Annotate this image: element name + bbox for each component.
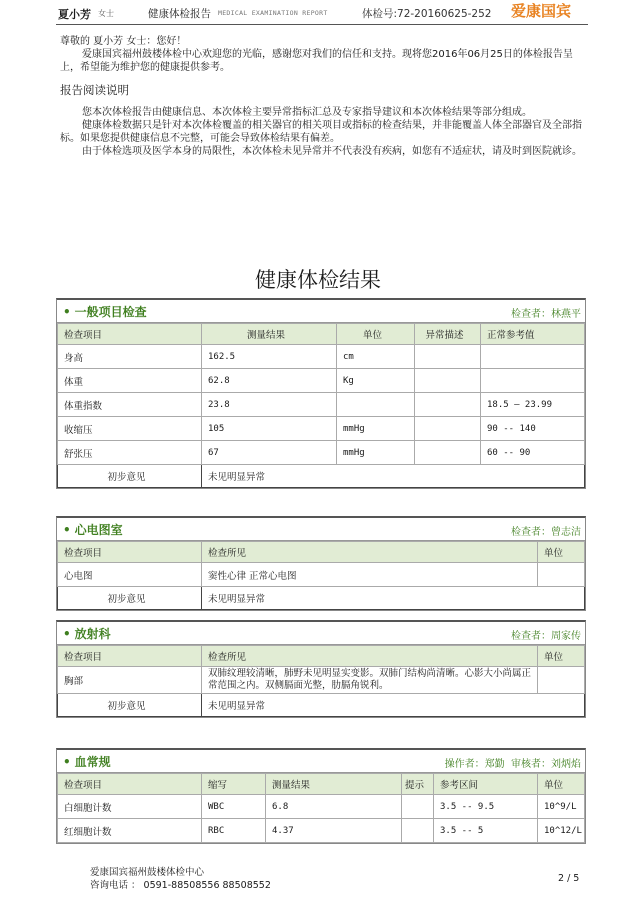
section-title: • 一般项目检查 bbox=[63, 305, 147, 319]
table-row bbox=[58, 819, 585, 843]
table-row bbox=[58, 417, 585, 441]
abbreviation: WBC bbox=[202, 795, 266, 819]
abnormal-desc bbox=[415, 393, 481, 417]
column-header: 测量结果 bbox=[266, 774, 402, 795]
reading-note: 由于体检选项及医学本身的局限性，本次体检未见异常并不代表没有疾病，如您有不适症状，请及时到医院就诊。 bbox=[82, 146, 582, 157]
result-value: 62.8 bbox=[202, 369, 337, 393]
column-header: 参考区间 bbox=[434, 774, 538, 795]
unit-value: 10^12/L bbox=[538, 819, 585, 843]
item-name: 舒张压 bbox=[58, 441, 202, 465]
table-row bbox=[58, 795, 585, 819]
item-name: 身高 bbox=[58, 345, 202, 369]
item-name: 胸部 bbox=[58, 667, 202, 694]
radiology-section bbox=[56, 620, 586, 718]
intro-block bbox=[60, 35, 586, 74]
bullet-icon: • bbox=[63, 755, 71, 769]
column-header: 提示 bbox=[402, 774, 434, 795]
examiner: 检查者：周家传 bbox=[511, 631, 581, 642]
blood-routine-section bbox=[56, 748, 586, 844]
reference-value: 18.5 — 23.99 bbox=[481, 393, 585, 417]
table-row bbox=[58, 345, 585, 369]
conclusion-label: 初步意见 bbox=[58, 465, 202, 488]
conclusion-text: 未见明显异常 bbox=[202, 587, 585, 610]
reviewer: 审核者：刘炳焰 bbox=[511, 759, 581, 770]
reference-value bbox=[481, 369, 585, 393]
column-header: 缩写 bbox=[202, 774, 266, 795]
examiner: 检查者：林燕平 bbox=[511, 309, 581, 320]
patient-name: 夏小芳 bbox=[58, 8, 91, 21]
flag-value bbox=[402, 819, 434, 843]
table-header-row bbox=[58, 646, 585, 667]
reference-value: 60 -- 90 bbox=[481, 441, 585, 465]
reference-value bbox=[481, 345, 585, 369]
result-value: 23.8 bbox=[202, 393, 337, 417]
item-name: 心电图 bbox=[58, 563, 202, 587]
unit-value bbox=[538, 563, 585, 587]
conclusion-text: 未见明显异常 bbox=[202, 694, 585, 717]
blood-routine-table bbox=[57, 773, 585, 843]
center-name: 爱康国宾福州鼓楼体检中心 bbox=[90, 867, 205, 878]
conclusion-row bbox=[58, 587, 585, 610]
greeting: 尊敬的 夏小芳 女士：您好！ bbox=[60, 36, 187, 47]
conclusion-text: 未见明显异常 bbox=[202, 465, 585, 488]
item-name: 收缩压 bbox=[58, 417, 202, 441]
brand-logo: 爱康国宾 bbox=[511, 2, 572, 20]
page-number: 2 / 5 bbox=[558, 873, 580, 884]
abbreviation: RBC bbox=[202, 819, 266, 843]
reference-range: 3.5 -- 5 bbox=[434, 819, 538, 843]
report-title-en: MEDICAL EXAMINATION REPORT bbox=[218, 9, 328, 17]
column-header: 异常描述 bbox=[415, 324, 481, 345]
general-exam-table bbox=[57, 323, 585, 488]
page-header bbox=[56, 0, 588, 25]
bullet-icon: • bbox=[63, 305, 71, 319]
item-name: 体重 bbox=[58, 369, 202, 393]
unit-value bbox=[538, 667, 585, 694]
table-row bbox=[58, 369, 585, 393]
intro-paragraph: 爱康国宾福州鼓楼体检中心欢迎您的光临，感谢您对我们的信任和支持。现将您2016年06月25日的体检报告呈上，希望能为维护您的健康提供参考。 bbox=[60, 49, 573, 73]
bullet-icon: • bbox=[63, 523, 71, 537]
table-header-row bbox=[58, 774, 585, 795]
conclusion-label: 初步意见 bbox=[58, 694, 202, 717]
section-header bbox=[57, 300, 585, 323]
column-header: 检查项目 bbox=[58, 774, 202, 795]
unit-value: mmHg bbox=[337, 417, 415, 441]
result-value: 6.8 bbox=[266, 795, 402, 819]
ecg-table bbox=[57, 541, 585, 610]
unit-value: Kg bbox=[337, 369, 415, 393]
column-header: 检查所见 bbox=[202, 646, 538, 667]
item-name: 体重指数 bbox=[58, 393, 202, 417]
flag-value bbox=[402, 795, 434, 819]
unit-value: mmHg bbox=[337, 441, 415, 465]
item-name: 白细胞计数 bbox=[58, 795, 202, 819]
reading-note: 健康体检数据只是针对本次体检覆盖的相关器官的相关项目或指标的检查结果，并非能覆盖人体全部器官及全部指标。如果您提供健康信息不完整，可能会导致体检结果有偏差。 bbox=[60, 120, 582, 144]
table-header-row bbox=[58, 542, 585, 563]
reference-value: 90 -- 140 bbox=[481, 417, 585, 441]
column-header: 检查项目 bbox=[58, 542, 202, 563]
exam-number: 体检号:72-20160625-252 bbox=[362, 8, 492, 20]
finding-text: 窦性心律 正常心电图 bbox=[202, 563, 538, 587]
section-title: • 血常规 bbox=[63, 755, 111, 769]
contact-phone: 咨询电话 ： 0591-88508556 88508552 bbox=[90, 880, 271, 891]
conclusion-row bbox=[58, 694, 585, 717]
item-name: 红细胞计数 bbox=[58, 819, 202, 843]
result-value: 67 bbox=[202, 441, 337, 465]
unit-value: cm bbox=[337, 345, 415, 369]
column-header: 检查项目 bbox=[58, 646, 202, 667]
column-header: 单位 bbox=[538, 774, 585, 795]
results-title: 健康体检结果 bbox=[255, 268, 381, 292]
section-title: • 放射科 bbox=[63, 627, 111, 641]
section-header bbox=[57, 750, 585, 773]
conclusion-row bbox=[58, 465, 585, 488]
table-row bbox=[58, 667, 585, 694]
bullet-icon: • bbox=[63, 627, 71, 641]
finding-text: 双肺纹理较清晰，肺野未见明显实变影。双肺门结构尚清晰。心影大小尚属正常范围之内。双侧膈面光整，肋膈角锐利。 bbox=[202, 667, 538, 694]
general-exam-section bbox=[56, 298, 586, 489]
abnormal-desc bbox=[415, 441, 481, 465]
abnormal-desc bbox=[415, 369, 481, 393]
reading-notes bbox=[60, 106, 586, 158]
radiology-table bbox=[57, 645, 585, 717]
result-value: 162.5 bbox=[202, 345, 337, 369]
operator-reviewer bbox=[445, 755, 581, 770]
table-header-row bbox=[58, 324, 585, 345]
result-value: 105 bbox=[202, 417, 337, 441]
column-header: 正常参考值 bbox=[481, 324, 585, 345]
reading-note: 您本次体检报告由健康信息、本次体检主要异常指标汇总及专家指导建议和本次体检结果等部分组成。 bbox=[82, 107, 532, 118]
abnormal-desc bbox=[415, 345, 481, 369]
column-header: 单位 bbox=[337, 324, 415, 345]
column-header: 单位 bbox=[538, 542, 585, 563]
table-row bbox=[58, 563, 585, 587]
table-row bbox=[58, 393, 585, 417]
examiner: 检查者：曾志洁 bbox=[511, 527, 581, 538]
patient-gender: 女士 bbox=[98, 9, 114, 18]
section-header bbox=[57, 622, 585, 645]
column-header: 单位 bbox=[538, 646, 585, 667]
operator: 操作者：郑勤 bbox=[444, 759, 505, 770]
page-footer bbox=[90, 866, 271, 892]
reference-range: 3.5 -- 9.5 bbox=[434, 795, 538, 819]
table-row bbox=[58, 441, 585, 465]
column-header: 检查所见 bbox=[202, 542, 538, 563]
column-header: 检查项目 bbox=[58, 324, 202, 345]
result-value: 4.37 bbox=[266, 819, 402, 843]
column-header: 测量结果 bbox=[202, 324, 337, 345]
ecg-section bbox=[56, 516, 586, 611]
unit-value: 10^9/L bbox=[538, 795, 585, 819]
unit-value bbox=[337, 393, 415, 417]
report-title: 健康体检报告 bbox=[148, 8, 211, 20]
conclusion-label: 初步意见 bbox=[58, 587, 202, 610]
section-header bbox=[57, 518, 585, 541]
reading-title: 报告阅读说明 bbox=[60, 83, 129, 97]
section-title: • 心电图室 bbox=[63, 523, 123, 537]
abnormal-desc bbox=[415, 417, 481, 441]
